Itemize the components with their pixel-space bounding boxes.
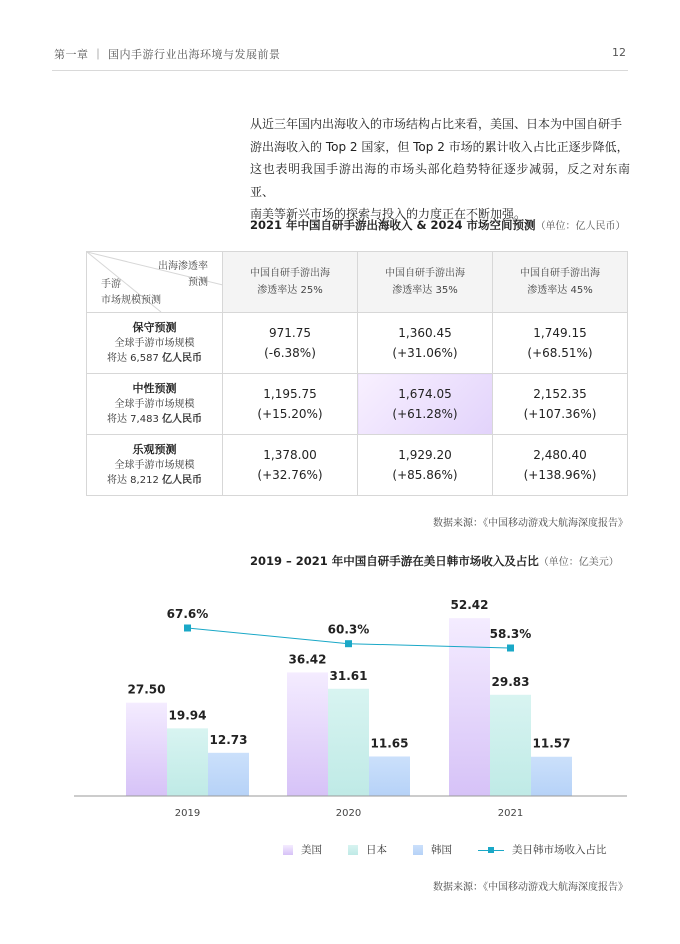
x-tick-label: 2021	[497, 808, 524, 819]
row-header	[87, 313, 223, 374]
column-header-line: 渗透率达 35%	[392, 285, 458, 296]
table-row	[87, 374, 628, 435]
cell-value: 1,195.75	[263, 387, 317, 401]
legend-label: 美国	[301, 844, 322, 856]
cell-percent: (+61.28%)	[392, 407, 458, 421]
cell-percent: (+68.51%)	[527, 346, 593, 360]
cell-value: 1,378.00	[263, 448, 317, 462]
table-corner-cell	[87, 252, 223, 313]
share-line-label: 67.6%	[166, 607, 209, 621]
table-title-text: 2021 年中国自研手游出海收入 & 2024 市场空间预测	[250, 218, 536, 232]
corner-label-penetration: 出海渗透率	[158, 261, 208, 272]
table-cell	[493, 313, 628, 374]
column-header-line: 渗透率达 25%	[257, 285, 323, 296]
row-desc-unit: 亿人民币	[162, 414, 202, 425]
body-paragraph	[250, 113, 630, 226]
table-cell	[358, 313, 493, 374]
paragraph-line: 游出海收入的 Top 2 国家，但 Top 2 市场的累计收入占比正逐步降低，	[250, 139, 629, 154]
bar-japan-2021	[490, 695, 531, 796]
row-desc-unit: 亿人民币	[162, 353, 202, 364]
revenue-bar-chart	[0, 570, 680, 832]
bar-value-label: 29.83	[491, 674, 530, 689]
row-desc: 将达 6,587	[107, 353, 162, 364]
table-cell-highlighted	[358, 374, 493, 435]
row-title: 中性预测	[132, 382, 177, 395]
table-unit: （单位：亿人民币）	[535, 221, 626, 232]
bar-value-label: 52.42	[450, 598, 489, 613]
legend-swatch-korea	[413, 845, 423, 855]
bar-japan-2020	[328, 689, 369, 796]
legend-item-us	[283, 842, 322, 857]
paragraph-line: 从近三年国内出海收入的市场结构占比来看，美国、日本为中国自研手	[250, 117, 623, 131]
chart-legend	[283, 842, 633, 857]
bar-value-label: 31.61	[329, 668, 368, 683]
chart-title-text: 2019 – 2021 年中国自研手游在美日韩市场收入及占比	[250, 554, 539, 568]
x-tick-label: 2020	[335, 808, 362, 819]
table-title	[250, 217, 626, 233]
table-cell	[493, 374, 628, 435]
table-cell	[223, 313, 358, 374]
column-header	[358, 252, 493, 313]
row-title: 保守预测	[132, 321, 177, 334]
legend-line-marker	[478, 845, 504, 855]
legend-label: 日本	[366, 844, 387, 856]
paragraph-line: 南美等新兴市场的探索与投入的力度正在不断加强。	[250, 207, 527, 221]
cell-value: 971.75	[269, 326, 311, 340]
chart-source: 数据来源：《中国移动游戏大航海深度报告》	[433, 882, 628, 893]
row-desc: 将达 7,483	[107, 414, 162, 425]
header-divider	[52, 70, 628, 71]
row-desc: 全球手游市场规模	[114, 460, 195, 471]
table-cell	[223, 435, 358, 496]
cell-percent: (-6.38%)	[264, 346, 316, 360]
column-header	[493, 252, 628, 313]
column-header-line: 中国自研手游出海	[385, 268, 465, 279]
bar-us-2020	[287, 672, 328, 796]
bar-value-label: 36.42	[288, 652, 327, 667]
table-cell	[358, 435, 493, 496]
row-desc-unit: 亿人民币	[162, 475, 202, 486]
table-source: 数据来源：《中国移动游戏大航海深度报告》	[433, 518, 628, 529]
share-line-label: 60.3%	[327, 622, 370, 637]
column-header-line: 渗透率达 45%	[527, 285, 593, 296]
cell-percent: (+107.36%)	[523, 407, 597, 421]
bar-value-label: 12.73	[209, 732, 248, 747]
row-desc: 全球手游市场规模	[114, 338, 195, 349]
bar-value-label: 11.65	[370, 736, 409, 751]
bar-korea-2019	[208, 753, 249, 796]
cell-percent: (+85.86%)	[392, 468, 458, 482]
corner-label-mobile-game: 手游	[101, 279, 121, 290]
bar-value-label: 11.57	[532, 736, 571, 751]
column-header-line: 中国自研手游出海	[520, 268, 600, 279]
table-header-row	[87, 252, 628, 313]
bar-korea-2020	[369, 756, 410, 796]
chapter-header: 第一章 ｜ 国内手游行业出海环境与发展前景	[54, 48, 281, 61]
table-row	[87, 313, 628, 374]
chart-title	[250, 553, 619, 569]
row-header	[87, 435, 223, 496]
cell-percent: (+32.76%)	[257, 468, 323, 482]
corner-label-market-size: 市场规模预测	[101, 295, 161, 306]
cell-value: 1,929.20	[398, 448, 452, 462]
cell-value: 1,674.05	[398, 387, 452, 401]
corner-label-forecast: 预测	[188, 277, 208, 288]
forecast-table	[86, 251, 628, 496]
cell-value: 2,480.40	[533, 448, 587, 462]
bar-us-2019	[126, 703, 167, 796]
bar-us-2021	[449, 618, 490, 796]
legend-label: 韩国	[431, 844, 452, 856]
share-line-point	[507, 645, 514, 652]
table-cell	[223, 374, 358, 435]
legend-label: 美日韩市场收入占比	[512, 844, 607, 856]
row-header	[87, 374, 223, 435]
share-line-point	[184, 625, 191, 632]
column-header	[223, 252, 358, 313]
share-line-point	[345, 640, 352, 647]
cell-percent: (+138.96%)	[523, 468, 597, 482]
row-title: 乐观预测	[132, 443, 177, 456]
table-cell	[493, 435, 628, 496]
paragraph-line: 这也表明我国手游出海的市场头部化趋势特征逐步减弱，反之对东南亚、	[250, 162, 630, 199]
row-desc: 全球手游市场规模	[114, 399, 195, 410]
cell-value: 2,152.35	[533, 387, 587, 401]
cell-percent: (+15.20%)	[257, 407, 323, 421]
bar-japan-2019	[167, 728, 208, 796]
table-row	[87, 435, 628, 496]
x-tick-label: 2019	[174, 808, 201, 819]
bar-korea-2021	[531, 757, 572, 796]
cell-percent: (+31.06%)	[392, 346, 458, 360]
legend-item-share-line	[478, 842, 607, 857]
legend-item-japan	[348, 842, 387, 857]
page-number: 12	[612, 46, 626, 59]
column-header-line: 中国自研手游出海	[250, 268, 330, 279]
share-line-label: 58.3%	[489, 627, 532, 641]
chart-unit: （单位：亿美元）	[538, 557, 619, 568]
bar-value-label: 27.50	[127, 682, 166, 697]
cell-value: 1,749.15	[533, 326, 587, 340]
row-desc: 将达 8,212	[107, 475, 162, 486]
cell-value: 1,360.45	[398, 326, 452, 340]
legend-swatch-us	[283, 845, 293, 855]
legend-swatch-japan	[348, 845, 358, 855]
legend-item-korea	[413, 842, 452, 857]
bar-value-label: 19.94	[168, 708, 207, 723]
